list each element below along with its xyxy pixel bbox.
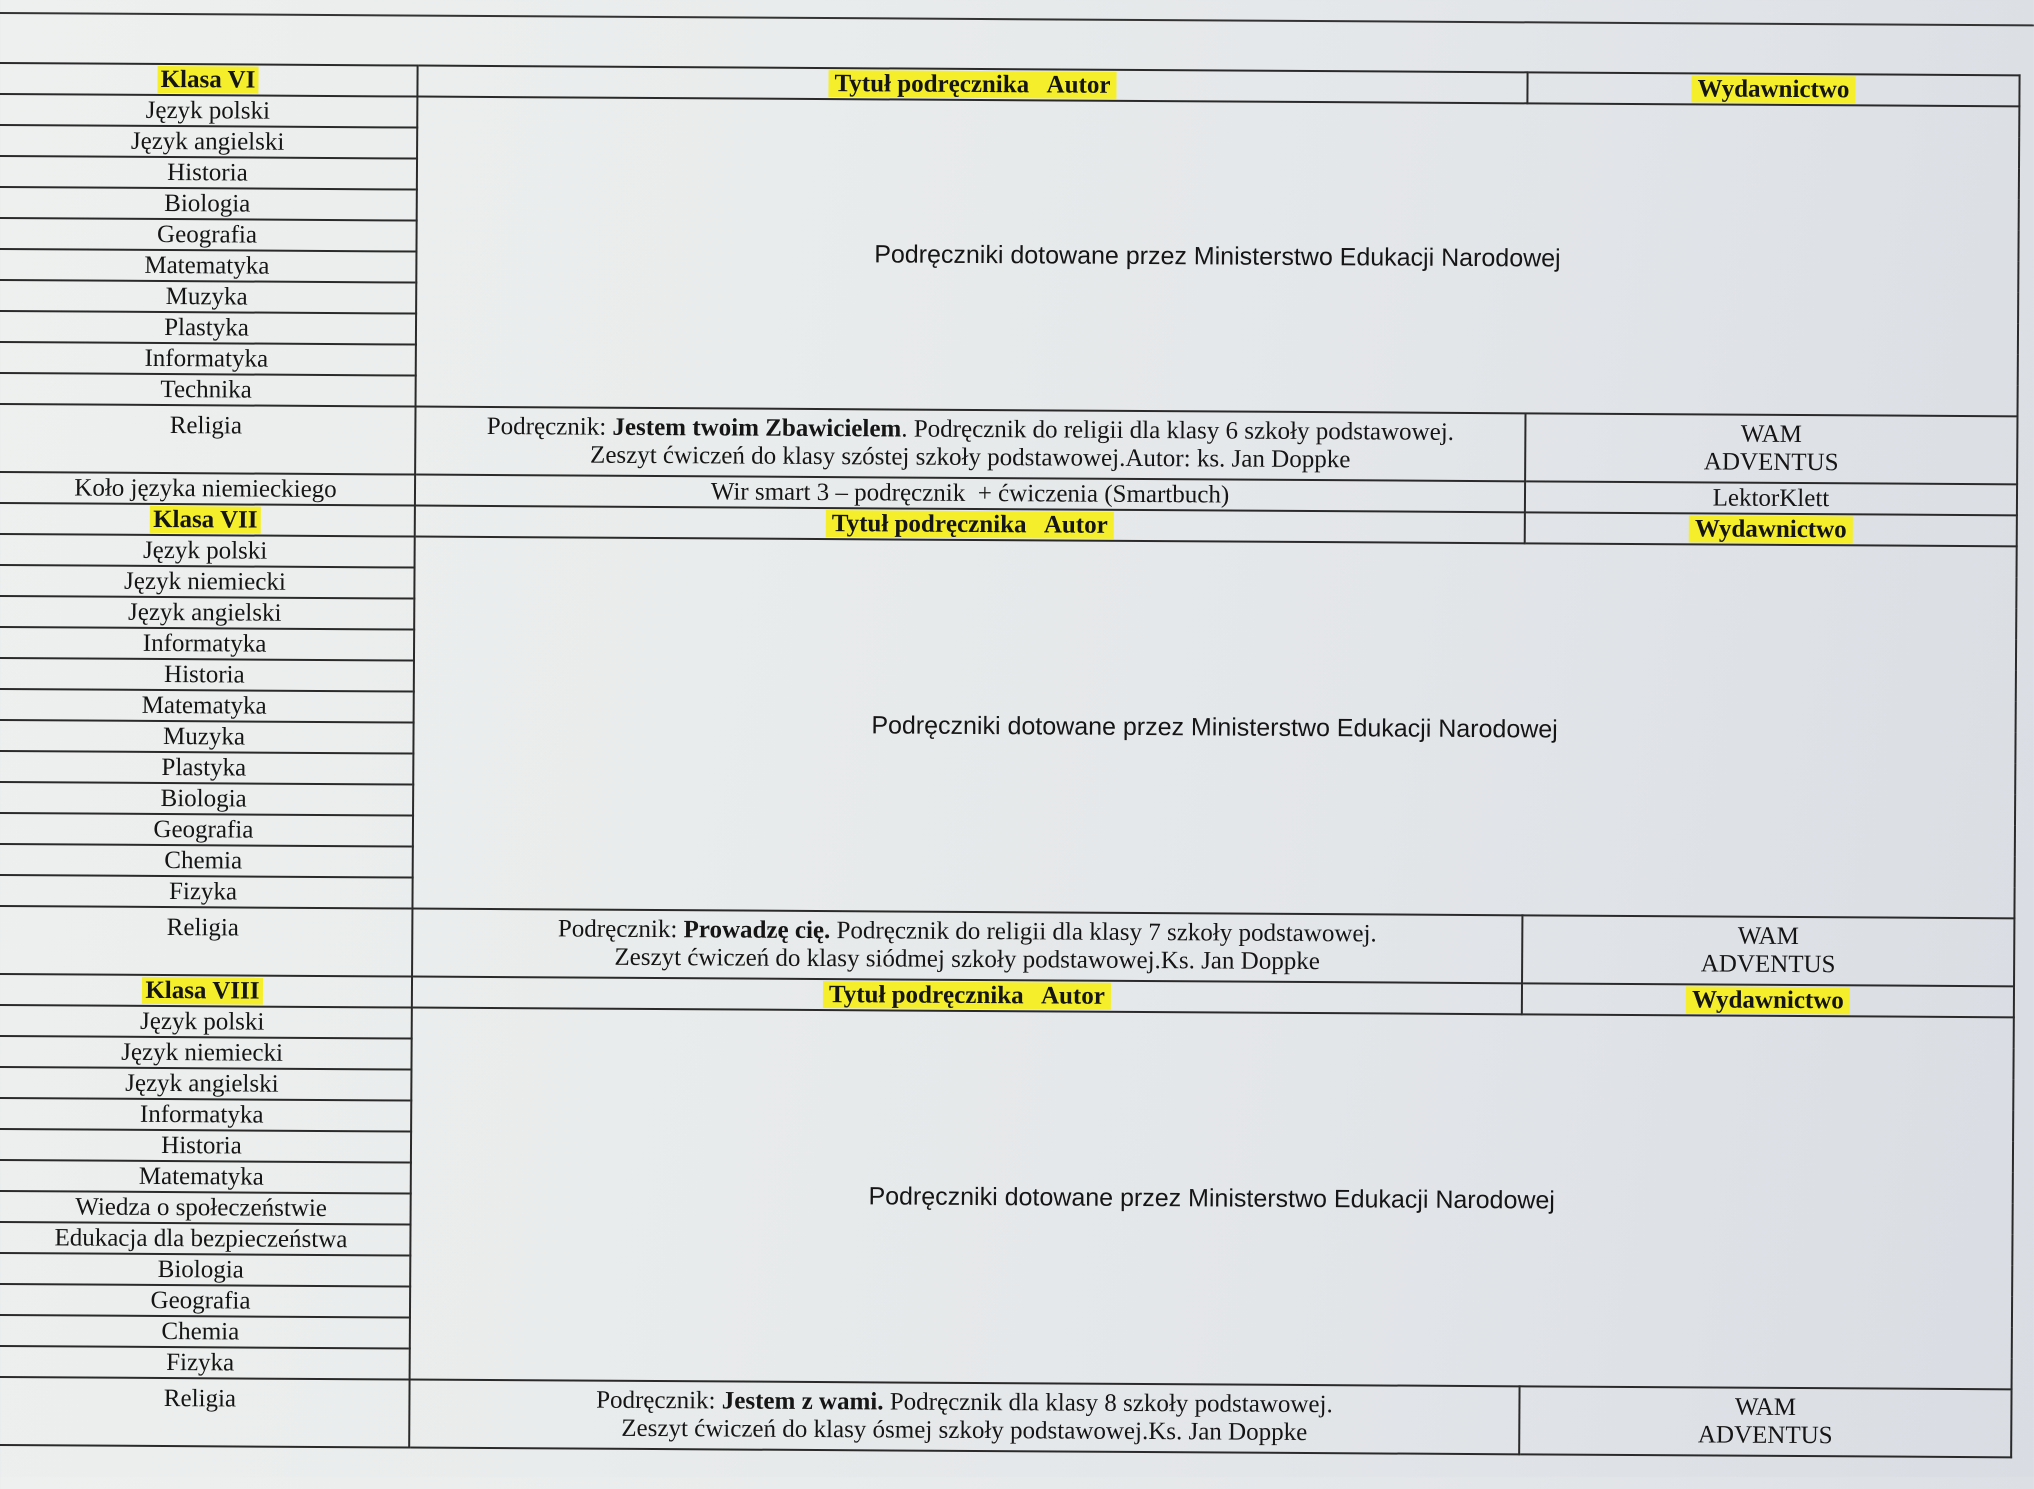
subject-name: Język angielski [0, 125, 417, 159]
textbook-title: Jestem z wami. [721, 1387, 884, 1416]
top-rule [0, 12, 2034, 26]
publisher-name: WAM [1740, 420, 1803, 449]
religion-textbook-cell [409, 1380, 1519, 1455]
title-author-header: Tytuł podręcznika Autor [828, 70, 1116, 99]
textbook-prefix: Podręcznik: [596, 1386, 722, 1415]
subject-name: Matematyka [0, 689, 414, 723]
title-author-header: Tytuł podręcznika Autor [823, 981, 1111, 1010]
publisher-name: WAM [1734, 1393, 1797, 1421]
subject-name: Technika [0, 373, 416, 407]
religion-textbook-cell [412, 909, 1522, 984]
subject-name: Geografia [0, 218, 417, 252]
religion-subject: Religia [0, 1377, 410, 1448]
workbook-line: Zeszyt ćwiczeń do klasy siódmej szkoły podstawowej.Ks. Jan Doppke [614, 943, 1320, 976]
subject-name: Fizyka [0, 875, 413, 909]
subject-name: Język angielski [0, 596, 414, 630]
class-label-cell [0, 63, 418, 97]
extra-course-subject: Koło języka niemieckiego [0, 472, 415, 506]
class-label-cell [0, 503, 415, 537]
subject-name: Chemia [0, 1315, 410, 1349]
subject-name: Biologia [0, 1253, 410, 1287]
religion-publisher-cell [1522, 915, 2014, 986]
subject-name: Muzyka [0, 720, 414, 754]
subject-name: Matematyka [0, 1160, 411, 1194]
ministry-note: Podręczniki dotowane przez Ministerstwo Edukacji Narodowej [412, 537, 2016, 919]
subject-name: Historia [0, 1129, 411, 1163]
textbook-title: Jestem twoim Zbawicielem [612, 413, 902, 443]
ministry-note: Podręczniki dotowane przez Ministerstwo Edukacji Narodowej [416, 97, 2020, 417]
subject-name: Plastyka [0, 751, 413, 785]
subject-name: Wiedza o społeczeństwie [0, 1191, 411, 1225]
subject-name: Język polski [0, 534, 415, 568]
publisher-name: ADVENTUS [1703, 448, 1839, 477]
textbook-prefix: Podręcznik: [557, 915, 684, 944]
subject-name: Język polski [0, 94, 417, 128]
subject-name: Informatyka [0, 342, 416, 376]
subject-name: Geografia [0, 813, 413, 847]
workbook-line: Zeszyt ćwiczeń do klasy szóstej szkoły podstawowej.Autor: ks. Jan Doppke [590, 441, 1351, 474]
subject-name: Biologia [0, 782, 413, 816]
subject-name: Język niemiecki [0, 565, 415, 599]
religion-row [0, 906, 2014, 986]
subject-name: Matematyka [0, 249, 416, 283]
extra-course-publisher: LektorKlett [1525, 481, 2017, 515]
subject-name: Język polski [0, 1005, 412, 1039]
subject-name: Geografia [0, 1284, 410, 1318]
subject-name: Fizyka [0, 1346, 410, 1380]
religion-publisher-cell [1525, 413, 2017, 484]
textbook-description: Podręcznik dla klasy 8 szkoły podstawowej. [883, 1388, 1333, 1419]
subject-name: Historia [0, 156, 417, 190]
textbook-description: Podręcznik do religii dla klasy 7 szkoły podstawowej. [830, 917, 1377, 948]
publisher-header: Wydawnictwo [1689, 515, 1853, 543]
publisher-name: WAM [1737, 922, 1799, 951]
subject-name: Informatyka [0, 627, 414, 661]
subject-name: Chemia [0, 844, 413, 878]
ministry-note: Podręczniki dotowane przez Ministerstwo Edukacji Narodowej [410, 1008, 2014, 1390]
subject-name: Edukacja dla bezpieczeństwa [0, 1222, 411, 1256]
subject-name: Plastyka [0, 311, 416, 345]
religion-textbook-cell [415, 407, 1525, 482]
publisher-header-cell [1522, 983, 2014, 1017]
class-label-cell [0, 974, 412, 1008]
class-label: Klasa VII [150, 505, 261, 533]
religion-subject: Religia [0, 906, 412, 977]
textbook-table [0, 62, 2021, 1458]
class-label: Klasa VI [158, 65, 259, 93]
religion-publisher-cell [1519, 1386, 2011, 1457]
subject-name: Muzyka [0, 280, 416, 314]
publisher-name: ADVENTUS [1697, 1421, 1833, 1450]
religion-row [0, 1377, 2012, 1457]
textbook-description: . Podręcznik do religii dla klasy 6 szkoły podstawowej. [901, 415, 1455, 446]
subject-name: Język angielski [0, 1067, 411, 1101]
publisher-header-cell [1525, 512, 2017, 546]
religion-subject: Religia [0, 404, 416, 475]
publisher-header: Wydawnictwo [1686, 986, 1850, 1014]
religion-row [0, 404, 2017, 484]
class-label: Klasa VIII [142, 976, 262, 1004]
subject-name: Historia [0, 658, 414, 692]
publisher-header-cell [1527, 72, 2019, 106]
textbook-prefix: Podręcznik: [486, 412, 613, 441]
publisher-header: Wydawnictwo [1691, 75, 1855, 103]
extra-course-title: Wir smart 3 – podręcznik + ćwiczenia (Smartbuch) [415, 475, 1525, 513]
title-author-header: Tytuł podręcznika Autor [826, 510, 1114, 539]
subject-name: Informatyka [0, 1098, 411, 1132]
textbook-title: Prowadzę cię. [683, 916, 831, 945]
subject-name: Język niemiecki [0, 1036, 412, 1070]
workbook-line: Zeszyt ćwiczeń do klasy ósmej szkoły podstawowej.Ks. Jan Doppke [621, 1414, 1308, 1447]
publisher-name: ADVENTUS [1700, 950, 1836, 979]
subject-name: Biologia [0, 187, 417, 221]
